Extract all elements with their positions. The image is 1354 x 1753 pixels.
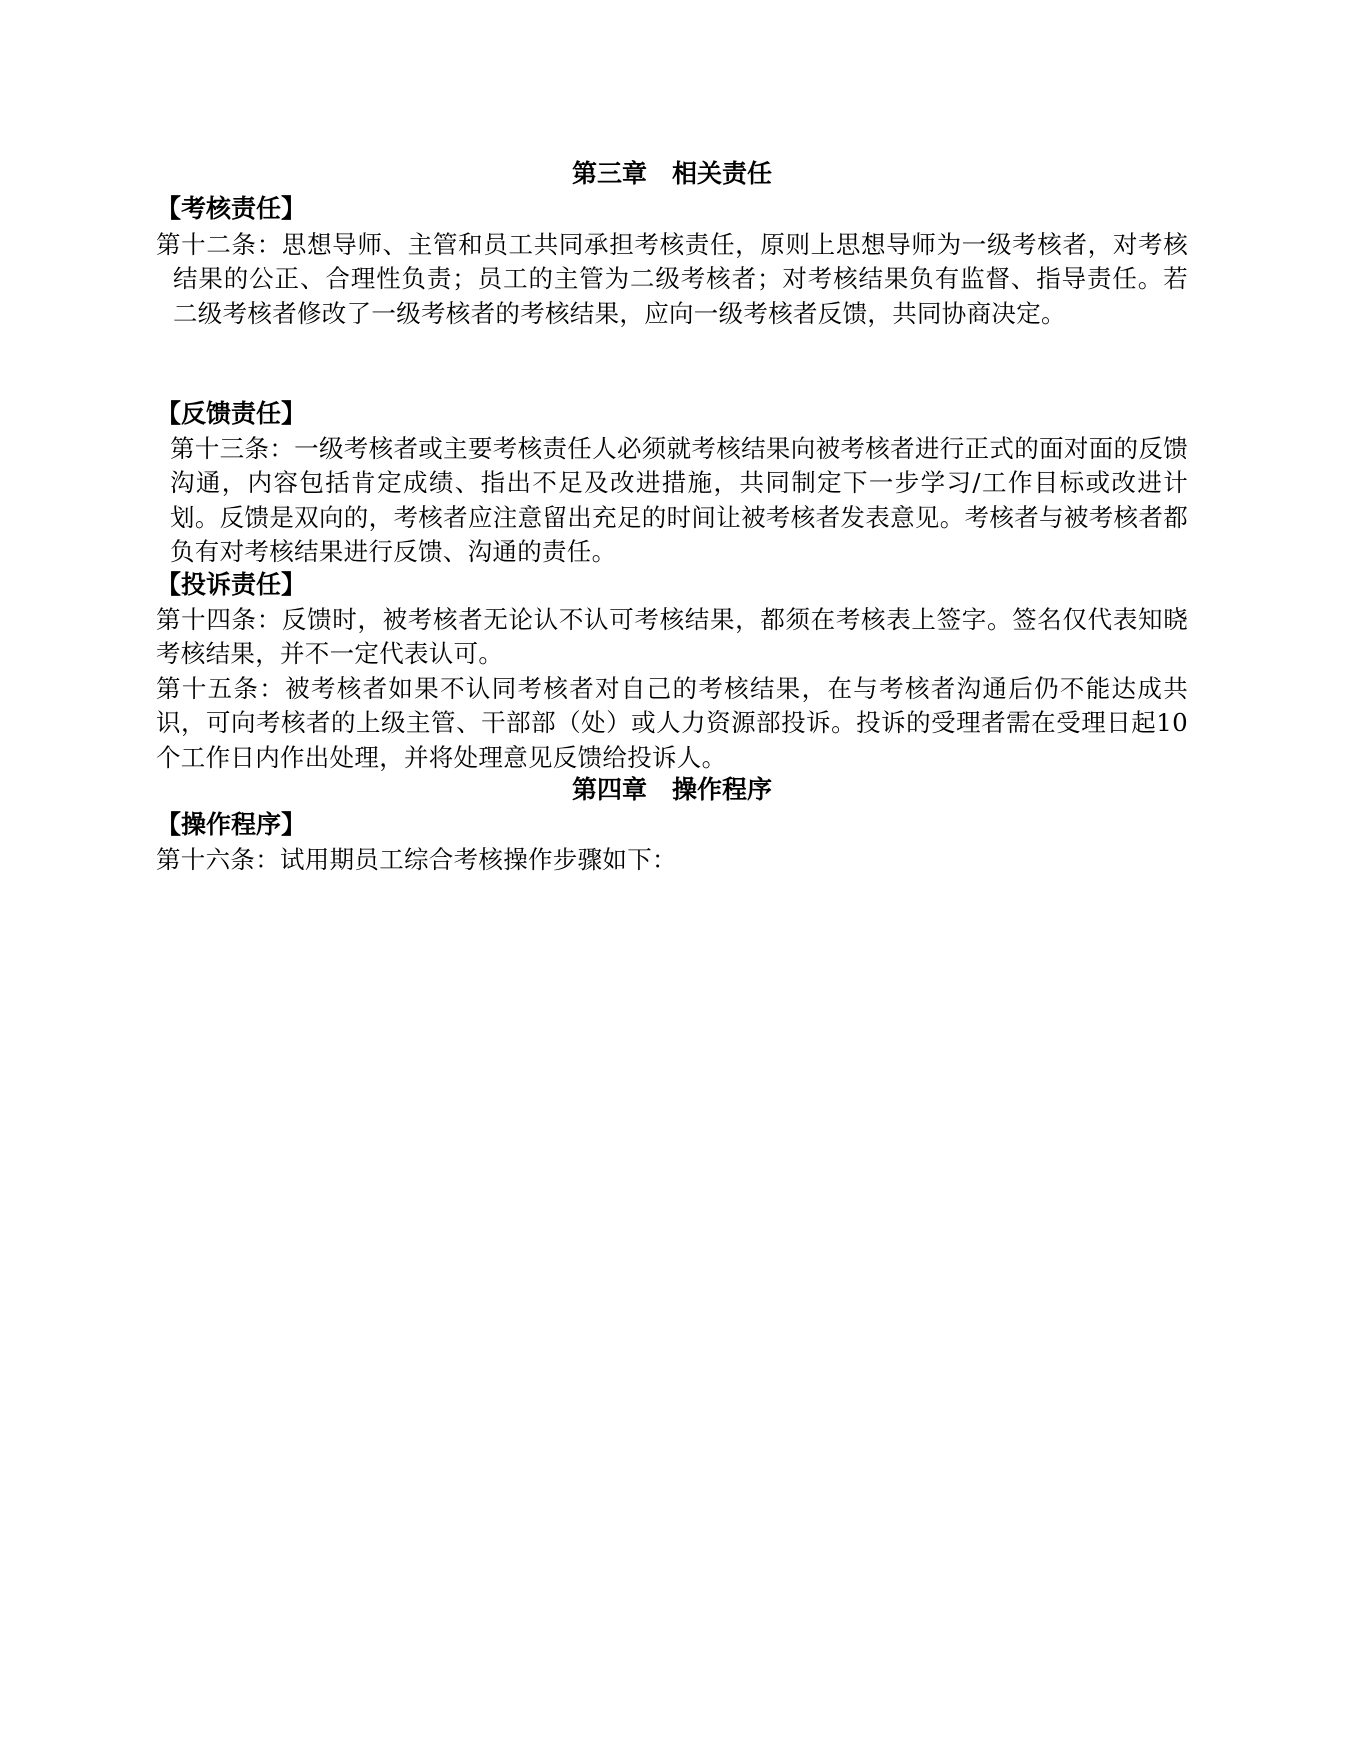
section-heading-feedback-responsibility: 【反馈责任】 xyxy=(156,399,307,428)
article-16: 第十六条：试用期员工综合考核操作步骤如下： xyxy=(156,845,677,874)
article-12: 第十二条：思想导师、主管和员工共同承担考核责任，原则上思想导师为一级考核者，对考核结果的公正、合理性负责；员工的主管为二级考核者；对考核结果负有监督、指导责任。若二级考核者修改了一级考核者的考核结果，应向一级考核者反馈，共同协商决定。 xyxy=(156,230,1188,328)
article-14: 第十四条：反馈时，被考核者无论认不认可考核结果，都须在考核表上签字。签名仅代表知晓考核结果，并不一定代表认可。 xyxy=(156,605,1188,669)
article-15: 第十五条：被考核者如果不认同考核者对自己的考核结果，在与考核者沟通后仍不能达成共识，可向考核者的上级主管、干部部（处）或人力资源部投诉。投诉的受理者需在受理日起10个工作日内作出处理，并将处理意见反馈给投诉人。 xyxy=(156,674,1188,772)
section-heading-complaint-responsibility: 【投诉责任】 xyxy=(156,570,307,599)
section-heading-operation-procedure: 【操作程序】 xyxy=(156,810,307,839)
chapter-3-title: 第三章 相关责任 xyxy=(571,159,772,188)
chapter-4-title: 第四章 操作程序 xyxy=(571,775,772,804)
section-heading-assessment-responsibility: 【考核责任】 xyxy=(156,194,307,223)
article-13: 第十三条：一级考核者或主要考核责任人必须就考核结果向被考核者进行正式的面对面的反馈沟通，内容包括肯定成绩、指出不足及改进措施，共同制定下一步学习/工作目标或改进计划。反馈是双向的，考核者应注意留出充足的时间让被考核者发表意见。考核者与被考核者都负有对考核结果进行反馈、沟通的责任。 xyxy=(170,434,1188,566)
